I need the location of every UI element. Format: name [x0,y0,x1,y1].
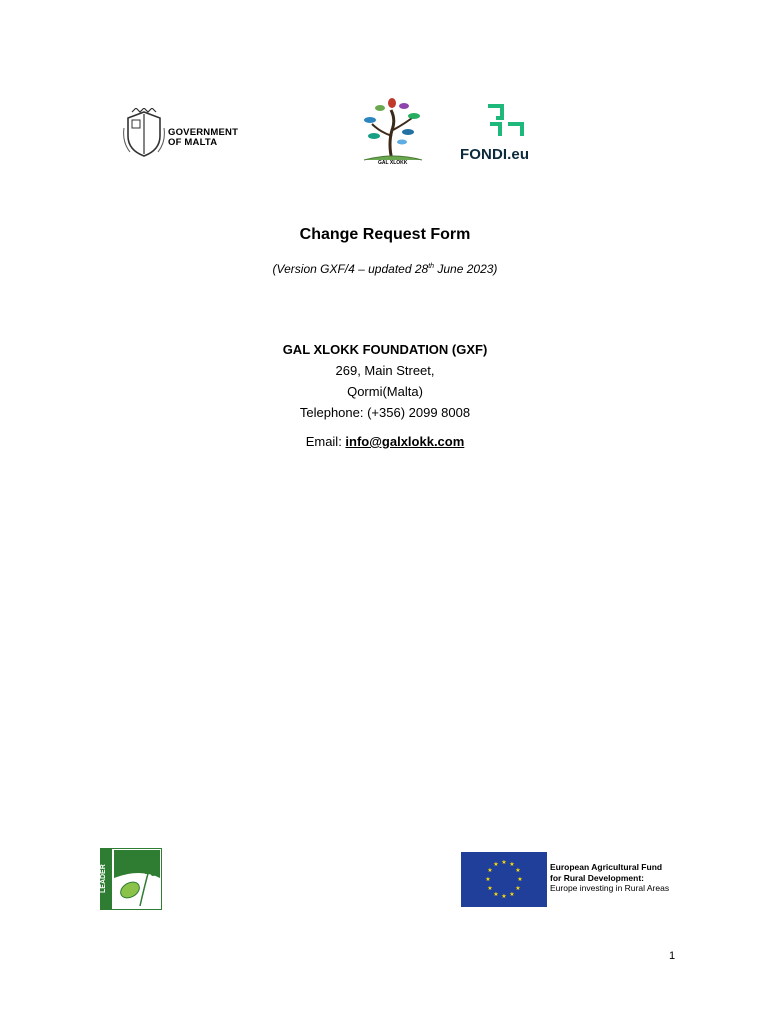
fondi-eu-text: FONDI.eu [460,146,530,163]
organisation-name: GAL XLOKK FOUNDATION (GXF) [282,342,488,357]
eu-flag [461,852,547,907]
svg-text:★: ★ [501,893,507,900]
svg-text:★: ★ [515,867,521,874]
svg-text:★: ★ [493,891,499,898]
version-line [0,262,770,276]
svg-text:★: ★ [501,859,507,866]
government-of-malta-text [168,128,238,148]
svg-text:★: ★ [517,876,523,883]
svg-text:★: ★ [493,861,499,868]
malta-coat-of-arms-icon [122,108,166,160]
eafrd-line-2: for Rural Development: [550,872,644,883]
svg-text:★: ★ [509,891,515,898]
gov-line-1: GOVERNMENT [168,127,239,138]
leader-logo [100,848,162,910]
leader-text: LEADER [100,864,107,894]
gal-xlokk-caption: GAL XLOKK [378,160,408,166]
gov-line-2: OF MALTA [168,137,218,148]
email-line [0,434,770,449]
svg-text:★: ★ [485,876,491,883]
eafrd-line-1: European Agricultural Fund [550,862,663,872]
svg-text:★: ★ [487,867,493,874]
email-label: Email: [305,434,346,449]
gal-xlokk-logo [358,96,428,170]
svg-text:★: ★ [487,885,493,892]
form-title: Change Request Form [299,226,471,243]
svg-text:★: ★ [515,885,521,892]
street-address: 269, Main Street, [335,363,435,378]
eafrd-text [550,862,669,894]
eu-flag-icon [461,852,547,907]
city-address: Qormi(Malta) [347,384,423,399]
version-suffix: June 2023) [434,262,498,276]
telephone: Telephone: (+356) 2099 8008 [299,405,471,420]
eafrd-line-3: Europe investing in Rural Areas [550,883,670,893]
version-prefix: (Version GXF/4 – updated 28 [272,262,429,276]
fondi-symbol-icon [486,102,546,142]
page-number: 1 [669,950,676,962]
version-superscript: th [428,263,435,270]
email-link[interactable]: info@galxlokk.com [345,434,465,449]
svg-text:★: ★ [509,861,515,868]
tree-logo-icon [358,96,428,170]
